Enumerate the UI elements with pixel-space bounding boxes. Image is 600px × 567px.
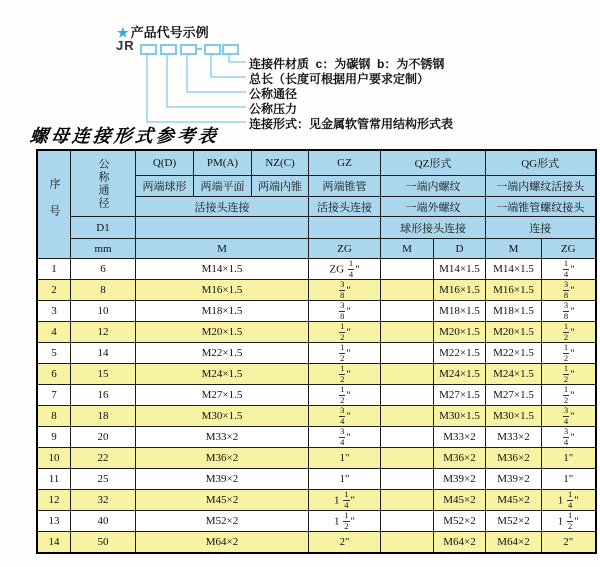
table-cell: M22×1.5 [136, 343, 309, 364]
table-cell: 14 [37, 532, 71, 554]
table-cell: $\frac{1}{2}$ " [542, 385, 596, 406]
header-qz-sub2: 一端外螺纹 [381, 197, 486, 217]
header-seq: 序号 [37, 150, 71, 259]
header-gz: GZ [309, 150, 381, 176]
table-cell: 32 [71, 490, 136, 511]
diagram-label-connection-form: 连接形式：见金属软管常用结构形式表 [249, 117, 454, 131]
table-cell: 7 [37, 385, 71, 406]
table-cell: 1" [542, 469, 596, 490]
table-cell: 13 [37, 511, 71, 532]
table-cell: M33×2 [486, 427, 542, 448]
header-pm-sub: 两端平面 [194, 176, 252, 197]
code-box-total-length [204, 44, 221, 55]
star-icon: ★ [117, 25, 129, 40]
table-cell: 25 [71, 469, 136, 490]
header-qg: QG形式 [486, 150, 596, 176]
header-nominal-diameter: 公称通径 [71, 150, 136, 217]
table-cell: $\frac{3}{4}$ " [309, 406, 381, 427]
header-gz-sub: 两端锥管 [309, 176, 381, 197]
diagram-label-material: 连接件材质 c：为碳钢 b：为不锈钢 [249, 57, 445, 71]
table-row [37, 259, 596, 280]
table-cell: $\frac{3}{4}$ " [309, 427, 381, 448]
table-cell: M45×2 [486, 490, 542, 511]
code-box-connection-form [140, 44, 157, 55]
table-title: 螺母连接形式参考表 [28, 126, 220, 147]
table-cell: M20×1.5 [486, 322, 542, 343]
table-cell: M27×1.5 [486, 385, 542, 406]
table-cell: M16×1.5 [136, 280, 309, 301]
table-cell: 6 [71, 259, 136, 280]
table-cell: M22×1.5 [486, 343, 542, 364]
header-nz-sub: 两端内锥 [252, 176, 309, 197]
table-cell: 1 $\frac{1}{4}$ " [309, 490, 381, 511]
table-cell: 2" [542, 532, 596, 554]
diagram-label-total-length: 总长（长度可根据用户要求定制） [249, 72, 430, 86]
header-nz: NZ(C) [252, 150, 309, 176]
header-qz-m: M [381, 239, 434, 259]
table-cell: M36×2 [136, 448, 309, 469]
diagram-label-nominal-pressure: 公称压力 [249, 102, 298, 116]
code-dash [196, 48, 202, 50]
table-cell: M14×1.5 [486, 259, 542, 280]
table-cell: 12 [37, 490, 71, 511]
header-mm: mm [71, 239, 136, 259]
table-row [37, 406, 596, 427]
table-cell [381, 322, 434, 343]
table-cell: M39×2 [434, 469, 486, 490]
table-cell: 1 $\frac{1}{2}$ " [542, 511, 596, 532]
table-cell: 4 [37, 322, 71, 343]
table-cell: $\frac{1}{2}$ " [542, 322, 596, 343]
header-zg-label: ZG [309, 239, 381, 259]
table-cell: $\frac{1}{2}$ " [309, 322, 381, 343]
table-cell: $\frac{3}{4}$ " [542, 427, 596, 448]
header-row-1 [37, 150, 596, 176]
table-cell: $\frac{1}{2}$ " [542, 364, 596, 385]
table-cell: 1 $\frac{1}{2}$ " [309, 511, 381, 532]
table-cell: M45×2 [136, 490, 309, 511]
table-cell: 1" [309, 448, 381, 469]
header-row-4 [37, 217, 596, 239]
table-cell [381, 448, 434, 469]
product-code-prefix: JR [116, 38, 135, 53]
table-cell: 40 [71, 511, 136, 532]
table-cell: ZG $\frac{1}{4}$ " [309, 259, 381, 280]
table-cell: M30×1.5 [136, 406, 309, 427]
table-row [37, 343, 596, 364]
header-qg-zg: ZG [542, 239, 596, 259]
table-cell: M52×2 [434, 511, 486, 532]
table-cell: 1 $\frac{1}{4}$ " [542, 490, 596, 511]
diagram-title-text: 产品代号示例 [130, 25, 209, 40]
table-body [37, 259, 596, 554]
table-cell [381, 343, 434, 364]
table-cell: $\frac{3}{8}$ " [309, 280, 381, 301]
table-cell: M52×2 [136, 511, 309, 532]
table-cell: M36×2 [434, 448, 486, 469]
table-cell: M22×1.5 [434, 343, 486, 364]
table-cell: $\frac{1}{2}$ " [309, 385, 381, 406]
header-empty-cell [136, 217, 309, 239]
table-row [37, 511, 596, 532]
table-cell: 16 [71, 385, 136, 406]
table-cell: M18×1.5 [136, 301, 309, 322]
table-cell: $\frac{1}{4}$ " [542, 259, 596, 280]
header-qg-sub2: 一端锥管螺纹接头 [486, 197, 596, 217]
table-cell: $\frac{1}{2}$ " [309, 364, 381, 385]
table-cell: M30×1.5 [486, 406, 542, 427]
table-cell: 20 [71, 427, 136, 448]
table-cell [381, 259, 434, 280]
table-cell: M33×2 [434, 427, 486, 448]
header-qg-m: M [486, 239, 542, 259]
table-cell: M64×2 [486, 532, 542, 554]
table-cell: 3 [37, 301, 71, 322]
table-cell: 11 [37, 469, 71, 490]
table-cell: 10 [71, 301, 136, 322]
table-cell: M16×1.5 [434, 280, 486, 301]
table-cell: M20×1.5 [434, 322, 486, 343]
table-cell: 5 [37, 343, 71, 364]
table-row [37, 385, 596, 406]
table-cell: M18×1.5 [486, 301, 542, 322]
table-cell: 6 [37, 364, 71, 385]
table-cell: M24×1.5 [434, 364, 486, 385]
table-cell: M39×2 [136, 469, 309, 490]
table-cell: M24×1.5 [486, 364, 542, 385]
table-cell: $\frac{3}{8}$ " [309, 301, 381, 322]
table-cell: M39×2 [486, 469, 542, 490]
table-cell [381, 301, 434, 322]
table-cell: $\frac{3}{4}$ " [542, 406, 596, 427]
table-cell: M64×2 [434, 532, 486, 554]
header-qz-d: D [434, 239, 486, 259]
table-cell [381, 406, 434, 427]
header-qg-sub1: 一端内螺纹活接头 [486, 176, 596, 197]
table-cell: 9 [37, 427, 71, 448]
table-cell: $\frac{1}{2}$ " [309, 343, 381, 364]
table-cell: M27×1.5 [434, 385, 486, 406]
table-row [37, 448, 596, 469]
table-cell: 2 [37, 280, 71, 301]
header-gz-connection: 活接头连接 [309, 197, 381, 217]
table-row [37, 532, 596, 554]
header-q-sub: 两端球形 [136, 176, 194, 197]
diagram-label-nominal-diameter: 公称通径 [249, 87, 298, 101]
header-qz: QZ形式 [381, 150, 486, 176]
table-cell: 50 [71, 532, 136, 554]
table-cell: M52×2 [486, 511, 542, 532]
table-cell: 18 [71, 406, 136, 427]
reference-table [36, 149, 597, 554]
header-union-connection: 活接头连接 [136, 197, 309, 217]
table-cell [381, 427, 434, 448]
table-row [37, 490, 596, 511]
table-cell: 1" [542, 448, 596, 469]
table-cell [381, 385, 434, 406]
table-cell: M14×1.5 [434, 259, 486, 280]
table-cell: 8 [37, 406, 71, 427]
table-cell [381, 364, 434, 385]
table-cell: 15 [71, 364, 136, 385]
header-pm: PM(A) [194, 150, 252, 176]
table-cell: 12 [71, 322, 136, 343]
table-cell: M20×1.5 [136, 322, 309, 343]
table-cell: M18×1.5 [434, 301, 486, 322]
table-cell: 8 [71, 280, 136, 301]
code-box-material [222, 44, 239, 55]
table-cell: 22 [71, 448, 136, 469]
table-cell [381, 469, 434, 490]
table-cell [381, 490, 434, 511]
header-qg-sub3: 连接 [486, 217, 596, 239]
table-cell: M64×2 [136, 532, 309, 554]
code-box-nominal-diameter [180, 44, 197, 55]
table-cell: $\frac{1}{2}$ " [542, 343, 596, 364]
table-row [37, 280, 596, 301]
header-row-5 [37, 239, 596, 259]
table-row [37, 469, 596, 490]
table-cell: 2" [309, 532, 381, 554]
table-cell: 10 [37, 448, 71, 469]
header-m-label: M [136, 239, 309, 259]
table-cell: 1" [309, 469, 381, 490]
table-cell: M24×1.5 [136, 364, 309, 385]
table-row [37, 301, 596, 322]
header-qz-sub1: 一端内螺纹 [381, 176, 486, 197]
header-empty-cell [309, 217, 381, 239]
table-cell: M16×1.5 [486, 280, 542, 301]
code-box-nominal-pressure [160, 44, 177, 55]
table-cell [381, 532, 434, 554]
table-cell: M45×2 [434, 490, 486, 511]
table-cell: $\frac{3}{8}$ " [542, 301, 596, 322]
table-cell: 14 [71, 343, 136, 364]
table-cell [381, 511, 434, 532]
table-cell: M27×1.5 [136, 385, 309, 406]
header-qz-sub3: 球形接头连接 [381, 217, 486, 239]
table-cell: M33×2 [136, 427, 309, 448]
table-row [37, 364, 596, 385]
table-row [37, 322, 596, 343]
table-cell: 1 [37, 259, 71, 280]
table-cell: M36×2 [486, 448, 542, 469]
table-cell: M30×1.5 [434, 406, 486, 427]
table-row [37, 427, 596, 448]
table-cell: M14×1.5 [136, 259, 309, 280]
table-cell [381, 280, 434, 301]
header-d1: D1 [71, 217, 136, 239]
table-cell: $\frac{3}{8}$ " [542, 280, 596, 301]
header-q: Q(D) [136, 150, 194, 176]
